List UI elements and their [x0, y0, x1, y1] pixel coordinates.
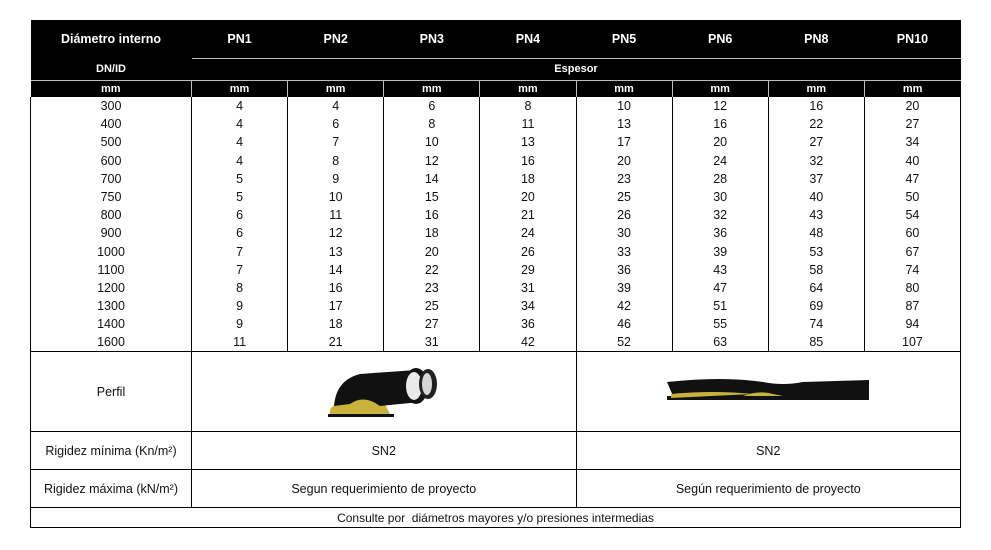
thickness-cell: 31 [480, 279, 576, 297]
thickness-cell: 12 [384, 152, 480, 170]
thickness-cell: 22 [384, 261, 480, 279]
thickness-cell: 60 [864, 224, 960, 242]
dn-cell: 750 [31, 188, 192, 206]
thickness-cell: 42 [576, 297, 672, 315]
thickness-cell: 39 [576, 279, 672, 297]
unit-header: mm [576, 80, 672, 97]
thickness-cell: 29 [480, 261, 576, 279]
thickness-cell: 17 [288, 297, 384, 315]
thickness-cell: 27 [864, 115, 960, 133]
thickness-cell: 7 [192, 261, 288, 279]
thickness-cell: 18 [480, 170, 576, 188]
dn-cell: 300 [31, 97, 192, 115]
thickness-cell: 32 [768, 152, 864, 170]
thickness-cell: 107 [864, 333, 960, 351]
thickness-cell: 32 [672, 206, 768, 224]
thickness-cell: 9 [288, 170, 384, 188]
thickness-cell: 23 [576, 170, 672, 188]
dn-cell: 1300 [31, 297, 192, 315]
thickness-cell: 7 [192, 243, 288, 261]
dnid-header: DN/ID [31, 58, 192, 80]
class-header: PN6 [672, 20, 768, 58]
thickness-cell: 42 [480, 333, 576, 351]
thickness-cell: 11 [192, 333, 288, 351]
thickness-cell: 28 [672, 170, 768, 188]
thickness-cell: 30 [672, 188, 768, 206]
thickness-cell: 4 [192, 97, 288, 115]
thickness-cell: 14 [384, 170, 480, 188]
thickness-cell: 39 [672, 243, 768, 261]
thickness-cell: 17 [576, 133, 672, 151]
thickness-cell: 4 [192, 152, 288, 170]
table-row [31, 315, 961, 333]
thickness-cell: 4 [288, 97, 384, 115]
header-row-classes [31, 20, 961, 58]
thickness-cell: 26 [480, 243, 576, 261]
dn-cell: 400 [31, 115, 192, 133]
thickness-cell: 8 [384, 115, 480, 133]
perfil-left-cell [192, 352, 577, 432]
thickness-cell: 52 [576, 333, 672, 351]
thickness-cell: 20 [672, 133, 768, 151]
thickness-cell: 15 [384, 188, 480, 206]
thickness-cell: 27 [768, 133, 864, 151]
thickness-cell: 8 [480, 97, 576, 115]
dn-cell: 1000 [31, 243, 192, 261]
thickness-cell: 47 [864, 170, 960, 188]
thickness-cell: 12 [672, 97, 768, 115]
thickness-cell: 25 [576, 188, 672, 206]
header-row-espesor [31, 58, 961, 80]
rigidez-maxima-label: Rigidez máxima (kN/m²) [31, 470, 192, 508]
thickness-cell: 23 [384, 279, 480, 297]
corrugated-pipe-profile-icon [324, 362, 444, 422]
perfil-label: Perfil [31, 352, 192, 432]
class-header: PN2 [288, 20, 384, 58]
footer-row [31, 508, 961, 528]
thickness-cell: 36 [480, 315, 576, 333]
thickness-cell: 27 [384, 315, 480, 333]
thickness-cell: 16 [672, 115, 768, 133]
thickness-cell: 43 [768, 206, 864, 224]
thickness-cell: 26 [576, 206, 672, 224]
thickness-cell: 20 [864, 97, 960, 115]
dn-cell: 700 [31, 170, 192, 188]
rigidez-maxima-row [31, 470, 961, 508]
thickness-cell: 51 [672, 297, 768, 315]
table-row [31, 224, 961, 242]
class-header: PN10 [864, 20, 960, 58]
thickness-cell: 22 [768, 115, 864, 133]
perfil-row [31, 352, 961, 432]
thickness-cell: 21 [288, 333, 384, 351]
table-row [31, 279, 961, 297]
class-header: PN4 [480, 20, 576, 58]
thickness-cell: 16 [384, 206, 480, 224]
thickness-cell: 53 [768, 243, 864, 261]
thickness-cell: 58 [768, 261, 864, 279]
thickness-cell: 16 [288, 279, 384, 297]
thickness-cell: 5 [192, 188, 288, 206]
thickness-cell: 24 [672, 152, 768, 170]
thickness-cell: 6 [288, 115, 384, 133]
thickness-cell: 10 [288, 188, 384, 206]
dn-cell: 1100 [31, 261, 192, 279]
table-row [31, 206, 961, 224]
thickness-cell: 7 [288, 133, 384, 151]
thickness-cell: 34 [864, 133, 960, 151]
thickness-cell: 21 [480, 206, 576, 224]
thickness-cell: 18 [384, 224, 480, 242]
spec-table-container [30, 20, 960, 528]
thickness-cell: 12 [288, 224, 384, 242]
thickness-cell: 6 [192, 206, 288, 224]
thickness-cell: 50 [864, 188, 960, 206]
footer-note: Consulte por diámetros mayores y/o presiones intermedias [31, 508, 961, 528]
thickness-cell: 40 [768, 188, 864, 206]
rigidez-minima-left: SN2 [192, 432, 577, 470]
thickness-cell: 20 [576, 152, 672, 170]
thickness-cell: 16 [480, 152, 576, 170]
table-row [31, 97, 961, 115]
unit-header: mm [672, 80, 768, 97]
thickness-cell: 8 [192, 279, 288, 297]
thickness-cell: 10 [384, 133, 480, 151]
thickness-cell: 11 [288, 206, 384, 224]
table-row [31, 170, 961, 188]
thickness-cell: 48 [768, 224, 864, 242]
thickness-cell: 74 [864, 261, 960, 279]
thickness-cell: 6 [384, 97, 480, 115]
diametro-interno-header: Diámetro interno [31, 20, 192, 58]
thickness-cell: 14 [288, 261, 384, 279]
table-row [31, 243, 961, 261]
thickness-cell: 10 [576, 97, 672, 115]
thickness-cell: 94 [864, 315, 960, 333]
thickness-cell: 13 [576, 115, 672, 133]
flat-strip-profile-icon [663, 372, 873, 412]
pipe-spec-table [30, 20, 961, 528]
espesor-header: Espesor [192, 58, 961, 80]
unit-header: mm [768, 80, 864, 97]
thickness-cell: 40 [864, 152, 960, 170]
thickness-cell: 25 [384, 297, 480, 315]
rigidez-maxima-left: Segun requerimiento de proyecto [192, 470, 577, 508]
unit-header: mm [864, 80, 960, 97]
class-header: PN3 [384, 20, 480, 58]
thickness-cell: 36 [576, 261, 672, 279]
thickness-cell: 69 [768, 297, 864, 315]
thickness-cell: 30 [576, 224, 672, 242]
unit-header: mm [480, 80, 576, 97]
thickness-cell: 20 [480, 188, 576, 206]
unit-header: mm [31, 80, 192, 97]
thickness-cell: 13 [480, 133, 576, 151]
thickness-cell: 31 [384, 333, 480, 351]
thickness-cell: 18 [288, 315, 384, 333]
thickness-cell: 4 [192, 133, 288, 151]
table-row [31, 152, 961, 170]
rigidez-minima-row [31, 432, 961, 470]
perfil-right-cell [576, 352, 961, 432]
dn-cell: 1400 [31, 315, 192, 333]
table-row [31, 115, 961, 133]
thickness-cell: 47 [672, 279, 768, 297]
thickness-cell: 4 [192, 115, 288, 133]
table-row [31, 297, 961, 315]
thickness-cell: 9 [192, 297, 288, 315]
unit-header: mm [192, 80, 288, 97]
dn-cell: 500 [31, 133, 192, 151]
table-row [31, 188, 961, 206]
dn-cell: 1200 [31, 279, 192, 297]
dn-cell: 800 [31, 206, 192, 224]
thickness-cell: 5 [192, 170, 288, 188]
thickness-cell: 80 [864, 279, 960, 297]
thickness-cell: 74 [768, 315, 864, 333]
table-row [31, 261, 961, 279]
thickness-cell: 11 [480, 115, 576, 133]
thickness-cell: 85 [768, 333, 864, 351]
dn-cell: 900 [31, 224, 192, 242]
thickness-cell: 37 [768, 170, 864, 188]
class-header: PN1 [192, 20, 288, 58]
data-body [31, 97, 961, 528]
dn-cell: 600 [31, 152, 192, 170]
thickness-cell: 6 [192, 224, 288, 242]
thickness-cell: 34 [480, 297, 576, 315]
thickness-cell: 36 [672, 224, 768, 242]
thickness-cell: 43 [672, 261, 768, 279]
thickness-cell: 16 [768, 97, 864, 115]
header-row-units [31, 80, 961, 97]
table-row [31, 333, 961, 351]
thickness-cell: 13 [288, 243, 384, 261]
thickness-cell: 54 [864, 206, 960, 224]
thickness-cell: 24 [480, 224, 576, 242]
class-header: PN5 [576, 20, 672, 58]
unit-header: mm [384, 80, 480, 97]
rigidez-minima-right: SN2 [576, 432, 961, 470]
thickness-cell: 9 [192, 315, 288, 333]
thickness-cell: 64 [768, 279, 864, 297]
thickness-cell: 55 [672, 315, 768, 333]
thickness-cell: 33 [576, 243, 672, 261]
thickness-cell: 8 [288, 152, 384, 170]
unit-header: mm [288, 80, 384, 97]
thickness-cell: 46 [576, 315, 672, 333]
thickness-cell: 87 [864, 297, 960, 315]
thickness-cell: 20 [384, 243, 480, 261]
thickness-cell: 67 [864, 243, 960, 261]
class-header: PN8 [768, 20, 864, 58]
dn-cell: 1600 [31, 333, 192, 351]
thickness-cell: 63 [672, 333, 768, 351]
rigidez-maxima-right: Según requerimiento de proyecto [576, 470, 961, 508]
table-row [31, 133, 961, 151]
rigidez-minima-label: Rigidez mínima (Kn/m²) [31, 432, 192, 470]
